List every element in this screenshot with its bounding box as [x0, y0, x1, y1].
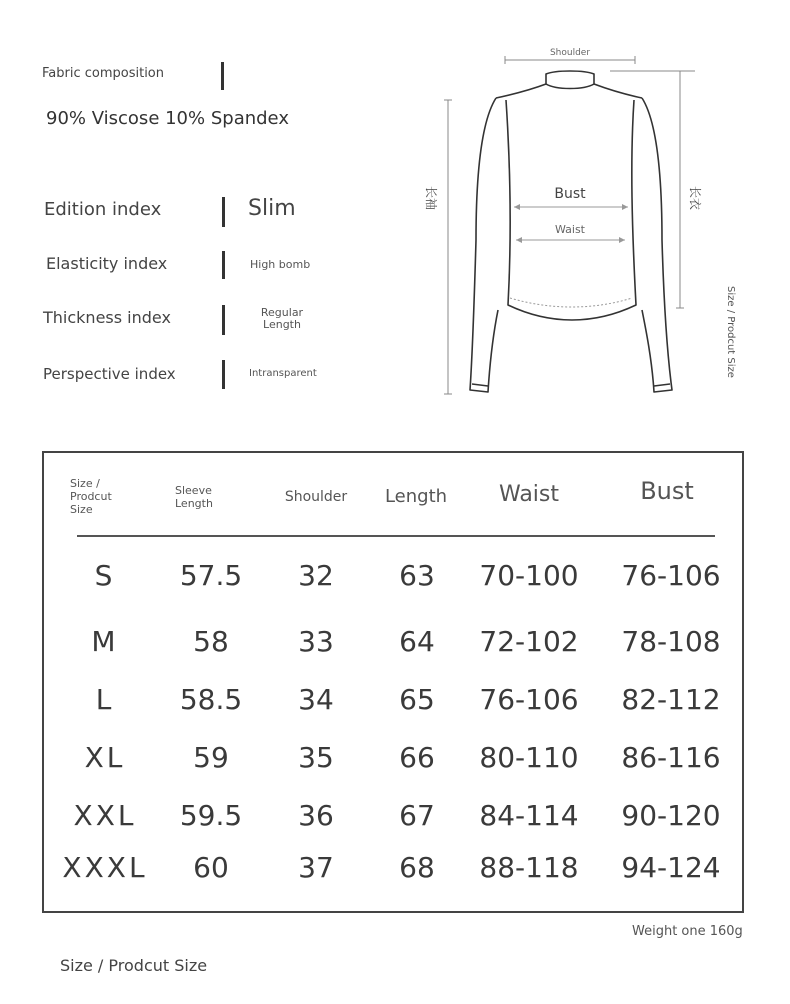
hem-stitch [510, 298, 632, 307]
length-cn-label: 长衣 [688, 186, 702, 211]
length-measure-line [676, 71, 684, 308]
table-cell-bust: 78-108 [621, 625, 721, 658]
table-cell-waist: 72-102 [479, 625, 579, 658]
table-cell-length: 67 [399, 799, 435, 832]
footer-caption: Size / Prodcut Size [60, 956, 208, 975]
garment-diagram [410, 40, 770, 410]
weight-note: Weight one 160g [632, 924, 743, 939]
bust-label: Bust [554, 186, 586, 202]
table-cell-length: 63 [399, 559, 435, 592]
size-vertical-label: Size / Prodcut Size [725, 286, 736, 378]
table-cell-size: XL [84, 741, 126, 774]
edition-index-label: Edition index [44, 199, 162, 220]
table-cell-shoulder: 35 [298, 741, 334, 774]
waist-label: Waist [554, 223, 586, 236]
table-cell-length: 64 [399, 625, 435, 658]
fabric-value: 90% Viscose 10% Spandex [46, 108, 289, 129]
table-cell-length: 66 [399, 741, 435, 774]
table-cell-sleeve: 58.5 [179, 683, 243, 716]
table-cell-waist: 84-114 [479, 799, 579, 832]
table-cell-bust: 94-124 [621, 851, 721, 884]
table-cell-waist: 88-118 [479, 851, 579, 884]
table-cell-sleeve: 58 [193, 625, 229, 658]
elasticity-index-label: Elasticity index [46, 254, 168, 273]
divider [221, 62, 224, 90]
table-cell-size: S [94, 559, 116, 592]
header-sleeve-length: Sleeve Length [175, 484, 213, 510]
header-bust: Bust [640, 477, 694, 505]
divider [222, 305, 225, 335]
divider [222, 360, 225, 389]
table-cell-length: 68 [399, 851, 435, 884]
thickness-index-value: Regular Length [260, 306, 304, 331]
waist-measure-arrow [516, 237, 625, 243]
size-table [42, 451, 744, 913]
table-cell-waist: 80-110 [479, 741, 579, 774]
sleeve-measure-line [444, 100, 452, 394]
table-cell-size: L [95, 683, 115, 716]
table-cell-length: 65 [399, 683, 435, 716]
table-cell-bust: 90-120 [621, 799, 721, 832]
table-cell-shoulder: 34 [298, 683, 334, 716]
table-cell-shoulder: 33 [298, 625, 334, 658]
edition-index-value: Slim [248, 196, 296, 221]
thickness-index-label: Thickness index [43, 308, 171, 327]
header-waist: Waist [498, 482, 560, 507]
table-cell-size: XXXL [62, 851, 148, 884]
header-size: Size / Prodcut Size [70, 477, 112, 516]
bust-measure-arrow [514, 204, 628, 210]
divider [222, 251, 225, 279]
table-cell-sleeve: 59 [193, 741, 229, 774]
table-cell-bust: 86-116 [621, 741, 721, 774]
perspective-index-label: Perspective index [43, 365, 176, 383]
header-length: Length [384, 486, 448, 507]
table-cell-sleeve: 57.5 [179, 559, 243, 592]
header-shoulder: Shoulder [284, 489, 348, 505]
fabric-label: Fabric composition [42, 66, 164, 81]
table-cell-waist: 76-106 [479, 683, 579, 716]
table-cell-bust: 82-112 [621, 683, 721, 716]
table-cell-size: M [91, 625, 119, 658]
shoulder-label: Shoulder [549, 48, 591, 58]
sleeve-cn-label: 长袖 [424, 186, 438, 211]
divider [222, 197, 225, 227]
table-cell-shoulder: 36 [298, 799, 334, 832]
table-cell-size: XXL [73, 799, 137, 832]
table-cell-shoulder: 32 [298, 559, 334, 592]
elasticity-index-value: High bomb [250, 258, 311, 271]
table-cell-shoulder: 37 [298, 851, 334, 884]
table-cell-sleeve: 60 [193, 851, 229, 884]
table-cell-bust: 76-106 [621, 559, 721, 592]
table-cell-waist: 70-100 [479, 559, 579, 592]
table-cell-sleeve: 59.5 [179, 799, 243, 832]
header-divider [77, 535, 715, 537]
perspective-index-value: Intransparent [249, 368, 317, 379]
